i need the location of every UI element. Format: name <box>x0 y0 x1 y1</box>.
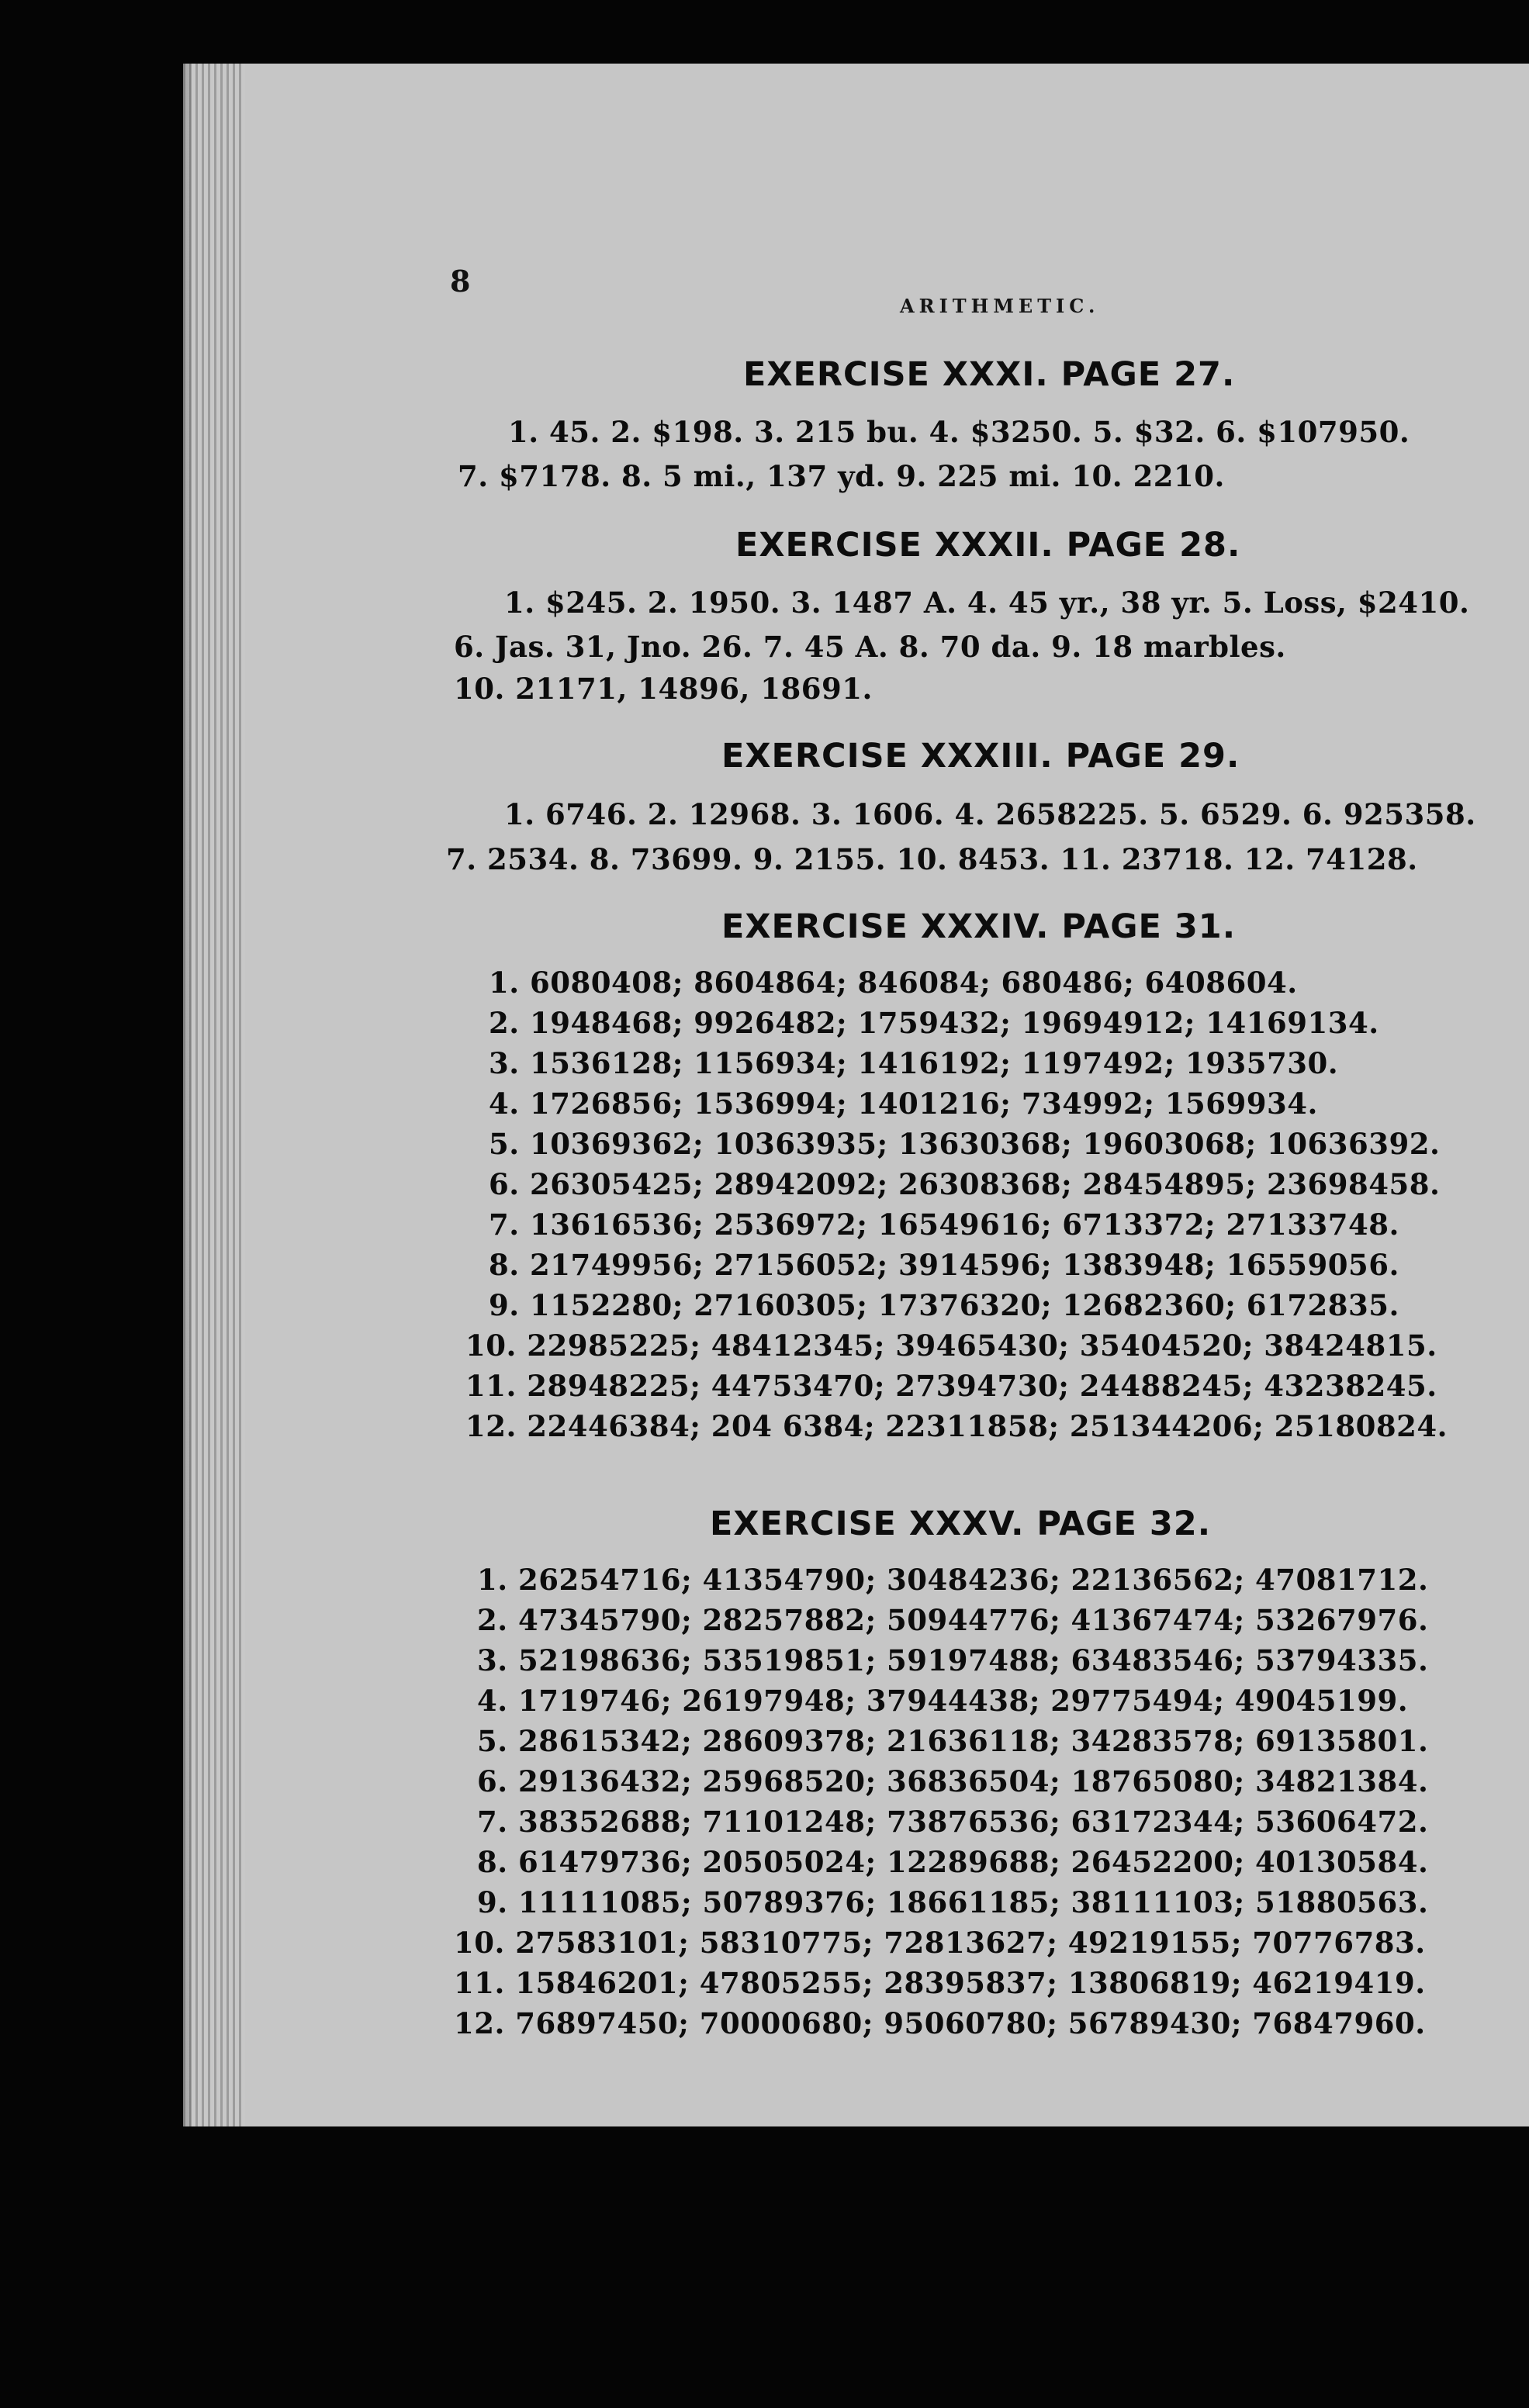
answer-line: 2. 1948468; 9926482; 1759432; 19694912; 14169134. <box>489 1006 1379 1040</box>
answer-line: 6. 26305425; 28942092; 26308368; 28454895; 23698458. <box>489 1167 1441 1201</box>
answer-line: 7. $7178. 8. 5 mi., 137 yd. 9. 225 mi. 10. 2210. <box>458 459 1225 493</box>
answer-line: 9. 1152280; 27160305; 17376320; 12682360; 6172835. <box>489 1288 1399 1322</box>
answer-line: 5. 10369362; 10363935; 13630368; 19603068; 10636392. <box>489 1127 1441 1161</box>
answer-line: 4. 1719746; 26197948; 37944438; 29775494; 49045199. <box>477 1684 1409 1718</box>
page-number: 8 <box>450 264 471 299</box>
exercise-heading: EXERCISE XXXII. PAGE 28. <box>735 526 1241 565</box>
answer-line: 4. 1726856; 1536994; 1401216; 734992; 1569934. <box>489 1087 1318 1121</box>
exercise-heading: EXERCISE XXXIV. PAGE 31. <box>721 907 1237 946</box>
answer-line: 7. 38352688; 71101248; 73876536; 63172344; 53606472. <box>477 1805 1429 1839</box>
answer-line: 7. 2534. 8. 73699. 9. 2155. 10. 8453. 11. 23718. 12. 74128. <box>446 842 1418 876</box>
answer-line: 8. 21749956; 27156052; 3914596; 1383948; 16559056. <box>489 1248 1399 1282</box>
answer-line: 1. 6080408; 8604864; 846084; 680486; 6408604. <box>489 966 1298 1000</box>
answer-line: 3. 1536128; 1156934; 1416192; 1197492; 1935730. <box>489 1046 1339 1080</box>
answer-line: 3. 52198636; 53519851; 59197488; 63483546; 53794335. <box>477 1643 1429 1677</box>
answer-line: 9. 11111085; 50789376; 18661185; 38111103; 51880563. <box>477 1885 1429 1919</box>
exercise-heading: EXERCISE XXXV. PAGE 32. <box>710 1505 1212 1543</box>
page-edges <box>183 64 245 2126</box>
answer-line: 10. 21171, 14896, 18691. <box>454 672 873 706</box>
answer-line: 1. 6746. 2. 12968. 3. 1606. 4. 2658225. 5. 6529. 6. 925358. <box>504 797 1476 831</box>
answer-line: 1. 45. 2. $198. 3. 215 bu. 4. $3250. 5. $32. 6. $107950. <box>508 415 1410 449</box>
answer-line: 6. Jas. 31, Jno. 26. 7. 45 A. 8. 70 da. 9. 18 marbles. <box>454 630 1286 664</box>
answer-line: 11. 28948225; 44753470; 27394730; 24488245; 43238245. <box>465 1369 1437 1403</box>
answer-line: 12. 22446384; 204 6384; 22311858; 251344206; 25180824. <box>465 1409 1448 1443</box>
answer-line: 5. 28615342; 28609378; 21636118; 34283578; 69135801. <box>477 1724 1429 1758</box>
exercise-heading: EXERCISE XXXI. PAGE 27. <box>743 355 1236 394</box>
answer-line: 8. 61479736; 20505024; 12289688; 26452200; 40130584. <box>477 1845 1429 1879</box>
running-title: ARITHMETIC. <box>900 295 1100 317</box>
answer-line: 10. 27583101; 58310775; 72813627; 49219155; 70776783. <box>454 1926 1426 1960</box>
answer-line: 11. 15846201; 47805255; 28395837; 13806819; 46219419. <box>454 1966 1426 2000</box>
answer-line: 1. 26254716; 41354790; 30484236; 22136562; 47081712. <box>477 1563 1429 1597</box>
answer-line: 7. 13616536; 2536972; 16549616; 6713372; 27133748. <box>489 1207 1399 1242</box>
answer-line: 1. $245. 2. 1950. 3. 1487 A. 4. 45 yr., 38 yr. 5. Loss, $2410. <box>504 586 1470 620</box>
answer-line: 6. 29136432; 25968520; 36836504; 18765080; 34821384. <box>477 1764 1429 1798</box>
exercise-heading: EXERCISE XXXIII. PAGE 29. <box>721 737 1240 776</box>
answer-line: 12. 76897450; 70000680; 95060780; 56789430; 76847960. <box>454 2006 1426 2040</box>
answer-line: 2. 47345790; 28257882; 50944776; 41367474; 53267976. <box>477 1603 1429 1637</box>
answer-line: 10. 22985225; 48412345; 39465430; 35404520; 38424815. <box>465 1328 1437 1363</box>
